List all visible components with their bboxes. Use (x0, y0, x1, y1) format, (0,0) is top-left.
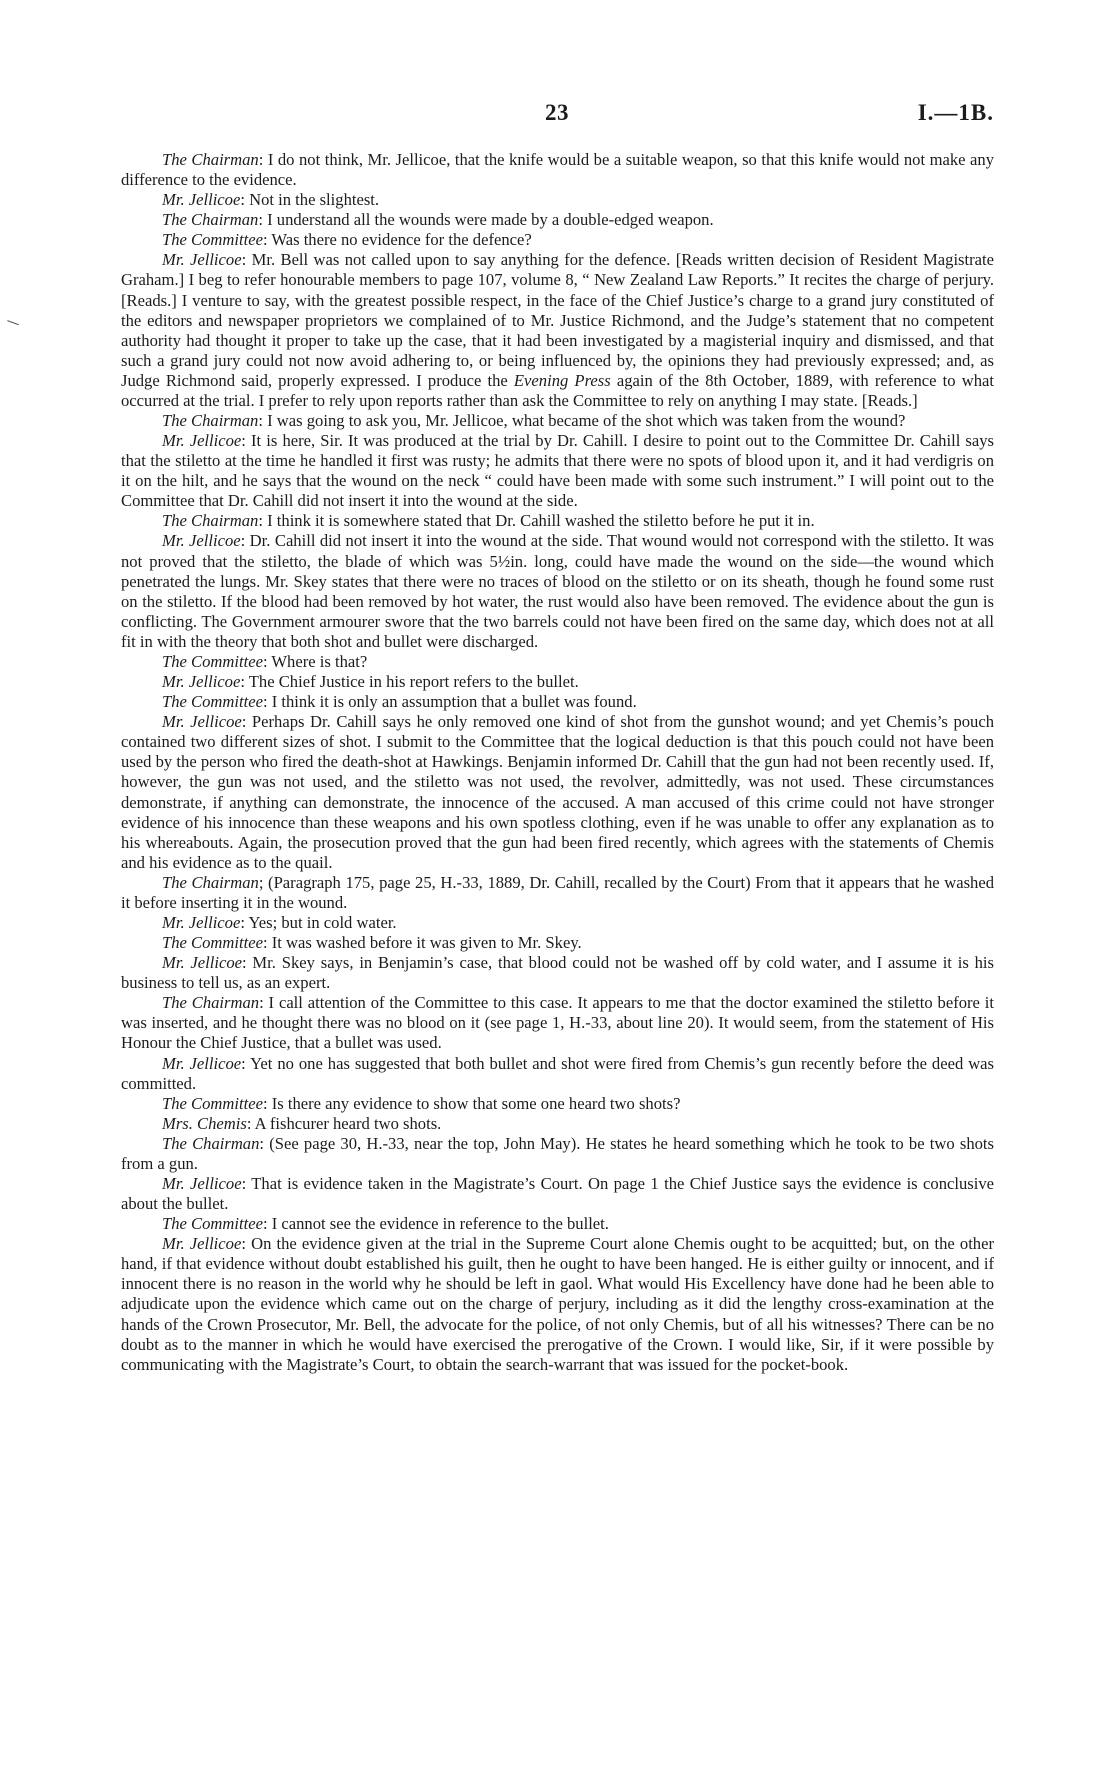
paragraph-text: : I was going to ask you, Mr. Jellicoe, what became of the shot which was taken from the wound? (258, 411, 906, 431)
paragraph (121, 712, 994, 873)
speaker-name: Mr. Jellicoe (162, 1234, 242, 1254)
speaker-name: The Chairman (162, 511, 259, 531)
paragraph (121, 1234, 994, 1375)
paragraph-text: : I think it is somewhere stated that Dr. Cahill washed the stiletto before he put it in. (258, 511, 815, 531)
minutes-body (121, 150, 994, 1375)
paragraph (121, 230, 994, 250)
speaker-name: The Committee (162, 651, 263, 671)
margin-mark (5, 320, 19, 331)
paragraph-text: : That is evidence taken in the Magistrate’s Court. On page 1 the Chief Justice says the evidence is conclusive about the bullet. (121, 1173, 994, 1214)
paragraph-text: : A fishcurer heard two shots. (246, 1113, 442, 1133)
speaker-name: Mr. Jellicoe (162, 712, 242, 732)
speaker-name: Mr. Jellicoe (162, 672, 241, 692)
speaker-name: The Committee (162, 933, 263, 953)
paragraph (121, 431, 994, 511)
paragraph-text: : Where is that? (262, 651, 368, 671)
speaker-name: Mr. Jellicoe (162, 531, 241, 551)
paragraph (121, 953, 994, 993)
speaker-name: The Chairman (162, 210, 259, 230)
paragraph-text: : I do not think, Mr. Jellicoe, that the knife would be a suitable weapon, so that this knife would not make any difference to the evidence. (121, 150, 994, 190)
paragraph-text: : Dr. Cahill did not insert it into the wound at the side. That wound would not correspond with the stiletto. It was not proved that the stiletto, the blade of which was 5½in. long, could have made the wound on the side—the wound which penetrated the lungs. Mr. Skey states that there were no traces of blood on the stiletto or on its sheath, though he found some rust on the stiletto. If the blood had been removed by hot water, the rust would also have been removed. The evidence about the gun is conflicting. The Government armourer swore that the two barrels could not have been fired on the same day, which does not at all fit in with the theory that both shot and bullet were discharged. (121, 531, 994, 651)
speaker-name: Mr. Jellicoe (162, 953, 242, 973)
paragraph (121, 1114, 994, 1134)
paragraph (121, 692, 994, 712)
paragraph-text: : It is here, Sir. It was produced at the trial by Dr. Cahill. I desire to point out to the Committee Dr. Cahill says that the stiletto at the time he handled it first was rusty; he admits that there were no spots of blood upon it, and it had verdigris on it on the hilt, and he says that the wound on the neck “ could have been made with some such instrument.” I will point out to the Committee that Dr. Cahill did not insert it into the wound at the side. (121, 431, 994, 511)
speaker-name: The Chairman (162, 872, 259, 892)
paragraph-text: : Not in the slightest. (240, 190, 380, 210)
paragraph-text: : Mr. Bell was not called upon to say anything for the defence. [Reads written decision of Resident Magistrate Graham.] I beg to refer honourable members to page 107, volume 8, “ New Zealand Law Reports.” It recites the charge of perjury. [Reads.] I venture to say, with the greatest possible respect, in the face of the Chief Justice’s charge to a grand jury constituted of the editors and newspaper proprietors we complained of to Mr. Justice Richmond, and the Judge’s statement that no competent authority had thought it proper to take up the case, that it had been investigated by a magisterial inquiry and dismissed, and that such a grand jury could not now avoid adhering to, or being influenced by, the opinions they had previously expressed; and, as Judge Richmond said, properly expressed. I produce the (121, 250, 994, 390)
paragraph-text: : Perhaps Dr. Cahill says he only removed one kind of shot from the gunshot wound; and yet Chemis’s pouch contained two different sizes of shot. I submit to the Committee that the logical deduction is that this pouch could not have been used by the person who fired the death-shot at Hawkings. Benjamin informed Dr. Cahill that the gun had not been recently used. If, however, the gun was not used, and the stiletto was not used, the revolver, admittedly, was not used. These circumstances demonstrate, if anything can demonstrate, the innocence of the accused. A man accused of this crime could not have stronger evidence of his innocence than these weapons and his own spotless clothing, even if he was unable to offer any explanation as to his whereabouts. Again, the prosecution proved that the gun had been fired recently, which agrees with the statements of Chemis and his evidence as to the quail. (121, 712, 994, 872)
paragraph (121, 913, 994, 933)
paragraph-text: : It was washed before it was given to Mr. Skey. (262, 933, 582, 953)
paragraph (121, 873, 994, 913)
paragraph (121, 1174, 994, 1214)
document-reference: I.—1B. (917, 100, 994, 125)
paragraph-text-continued: again of the 8th October, 1889, with reference to what occurred at the trial. I prefer to rely upon reports rather than ask the Committee to rely on anything I may state. [Reads.] (121, 370, 994, 410)
paragraph (121, 1054, 994, 1094)
speaker-name: The Committee (162, 230, 263, 250)
paragraph (121, 190, 994, 210)
paragraph-text: : I think it is only an assumption that a bullet was found. (262, 692, 637, 712)
paragraph (121, 652, 994, 672)
speaker-name: The Committee (162, 1093, 263, 1113)
speaker-name: Mrs. Chemis (162, 1113, 247, 1133)
paragraph (121, 411, 994, 431)
paragraph-text: : Is there any evidence to show that some one heard two shots? (262, 1093, 681, 1113)
speaker-name: The Committee (162, 1214, 263, 1234)
paragraph (121, 1134, 994, 1174)
paragraph (121, 150, 994, 190)
paragraph (121, 511, 994, 531)
paragraph (121, 933, 994, 953)
paragraph (121, 210, 994, 230)
paragraph-text: : (See page 30, H.-33, near the top, John May). He states he heard something which he took to be two shots from a gun. (121, 1133, 994, 1173)
speaker-name: Mr. Jellicoe (162, 250, 242, 270)
paragraph (121, 250, 994, 411)
paragraph-text: : Mr. Skey says, in Benjamin’s case, that blood could not be washed off by cold water, and I assume it is his business to tell us, as an expert. (121, 953, 994, 993)
paragraph (121, 1094, 994, 1114)
speaker-name: The Chairman (162, 411, 259, 431)
paragraph-text: : On the evidence given at the trial in the Supreme Court alone Chemis ought to be acquitted; but, on the other hand, if that evidence without doubt established his guilt, then he ought to have been hanged. He is either guilty or innocent, and if innocent there is no reason in the world why he should be left in gaol. What would His Excellency have done had he been able to adjudicate upon the evidence which came out on the charge of perjury, including as it did the lengthy cross-examination at the hands of the Crown Prosecutor, Mr. Bell, the advocate for the police, of not only Chemis, but of all his witnesses? There can be no doubt as to the manner in which he would have exercised the prerogative of the Crown. I would like, Sir, if it were possible by communicating with the Magistrate’s Court, to obtain the search-warrant that was issued for the pocket-book. (121, 1234, 994, 1374)
paragraph-text: : I call attention of the Committee to this case. It appears to me that the doctor examined the stiletto before it was inserted, and he thought there was no blood on it (see page 1, H.-33, about line 20). It would seem, from the statement of His Honour the Chief Justice, that a bullet was used. (121, 993, 994, 1053)
speaker-name: Mr. Jellicoe (162, 1173, 242, 1193)
page-number: 23 (545, 100, 569, 125)
paragraph (121, 672, 994, 692)
paragraph-text: : The Chief Justice in his report refers to the bullet. (240, 672, 579, 692)
paragraph (121, 993, 994, 1053)
paragraph-text: : I understand all the wounds were made by a double-edged weapon. (258, 210, 714, 230)
paragraph (121, 1214, 994, 1234)
paragraph-text: : Yet no one has suggested that both bullet and shot were fired from Chemis’s gun recently before the deed was committed. (121, 1053, 995, 1093)
speaker-name: Mr. Jellicoe (162, 1053, 242, 1073)
speaker-name: The Committee (162, 692, 263, 712)
speaker-name: The Chairman (162, 150, 259, 169)
paragraph-text: : I cannot see the evidence in reference to the bullet. (262, 1214, 609, 1234)
speaker-name: Mr. Jellicoe (162, 912, 241, 932)
paragraph-text: : Yes; but in cold water. (240, 912, 397, 932)
speaker-name: The Chairman (162, 993, 260, 1013)
publication-title: Evening Press (513, 370, 611, 390)
paragraph-text: : Was there no evidence for the defence? (262, 230, 532, 250)
paragraph-text: ; (Paragraph 175, page 25, H.-33, 1889, Dr. Cahill, recalled by the Court) From that it appears that he washed it before inserting it in the wound. (121, 872, 994, 912)
paragraph (121, 531, 994, 651)
speaker-name: The Chairman (162, 1133, 260, 1153)
speaker-name: Mr. Jellicoe (162, 431, 242, 451)
speaker-name: Mr. Jellicoe (162, 190, 241, 210)
